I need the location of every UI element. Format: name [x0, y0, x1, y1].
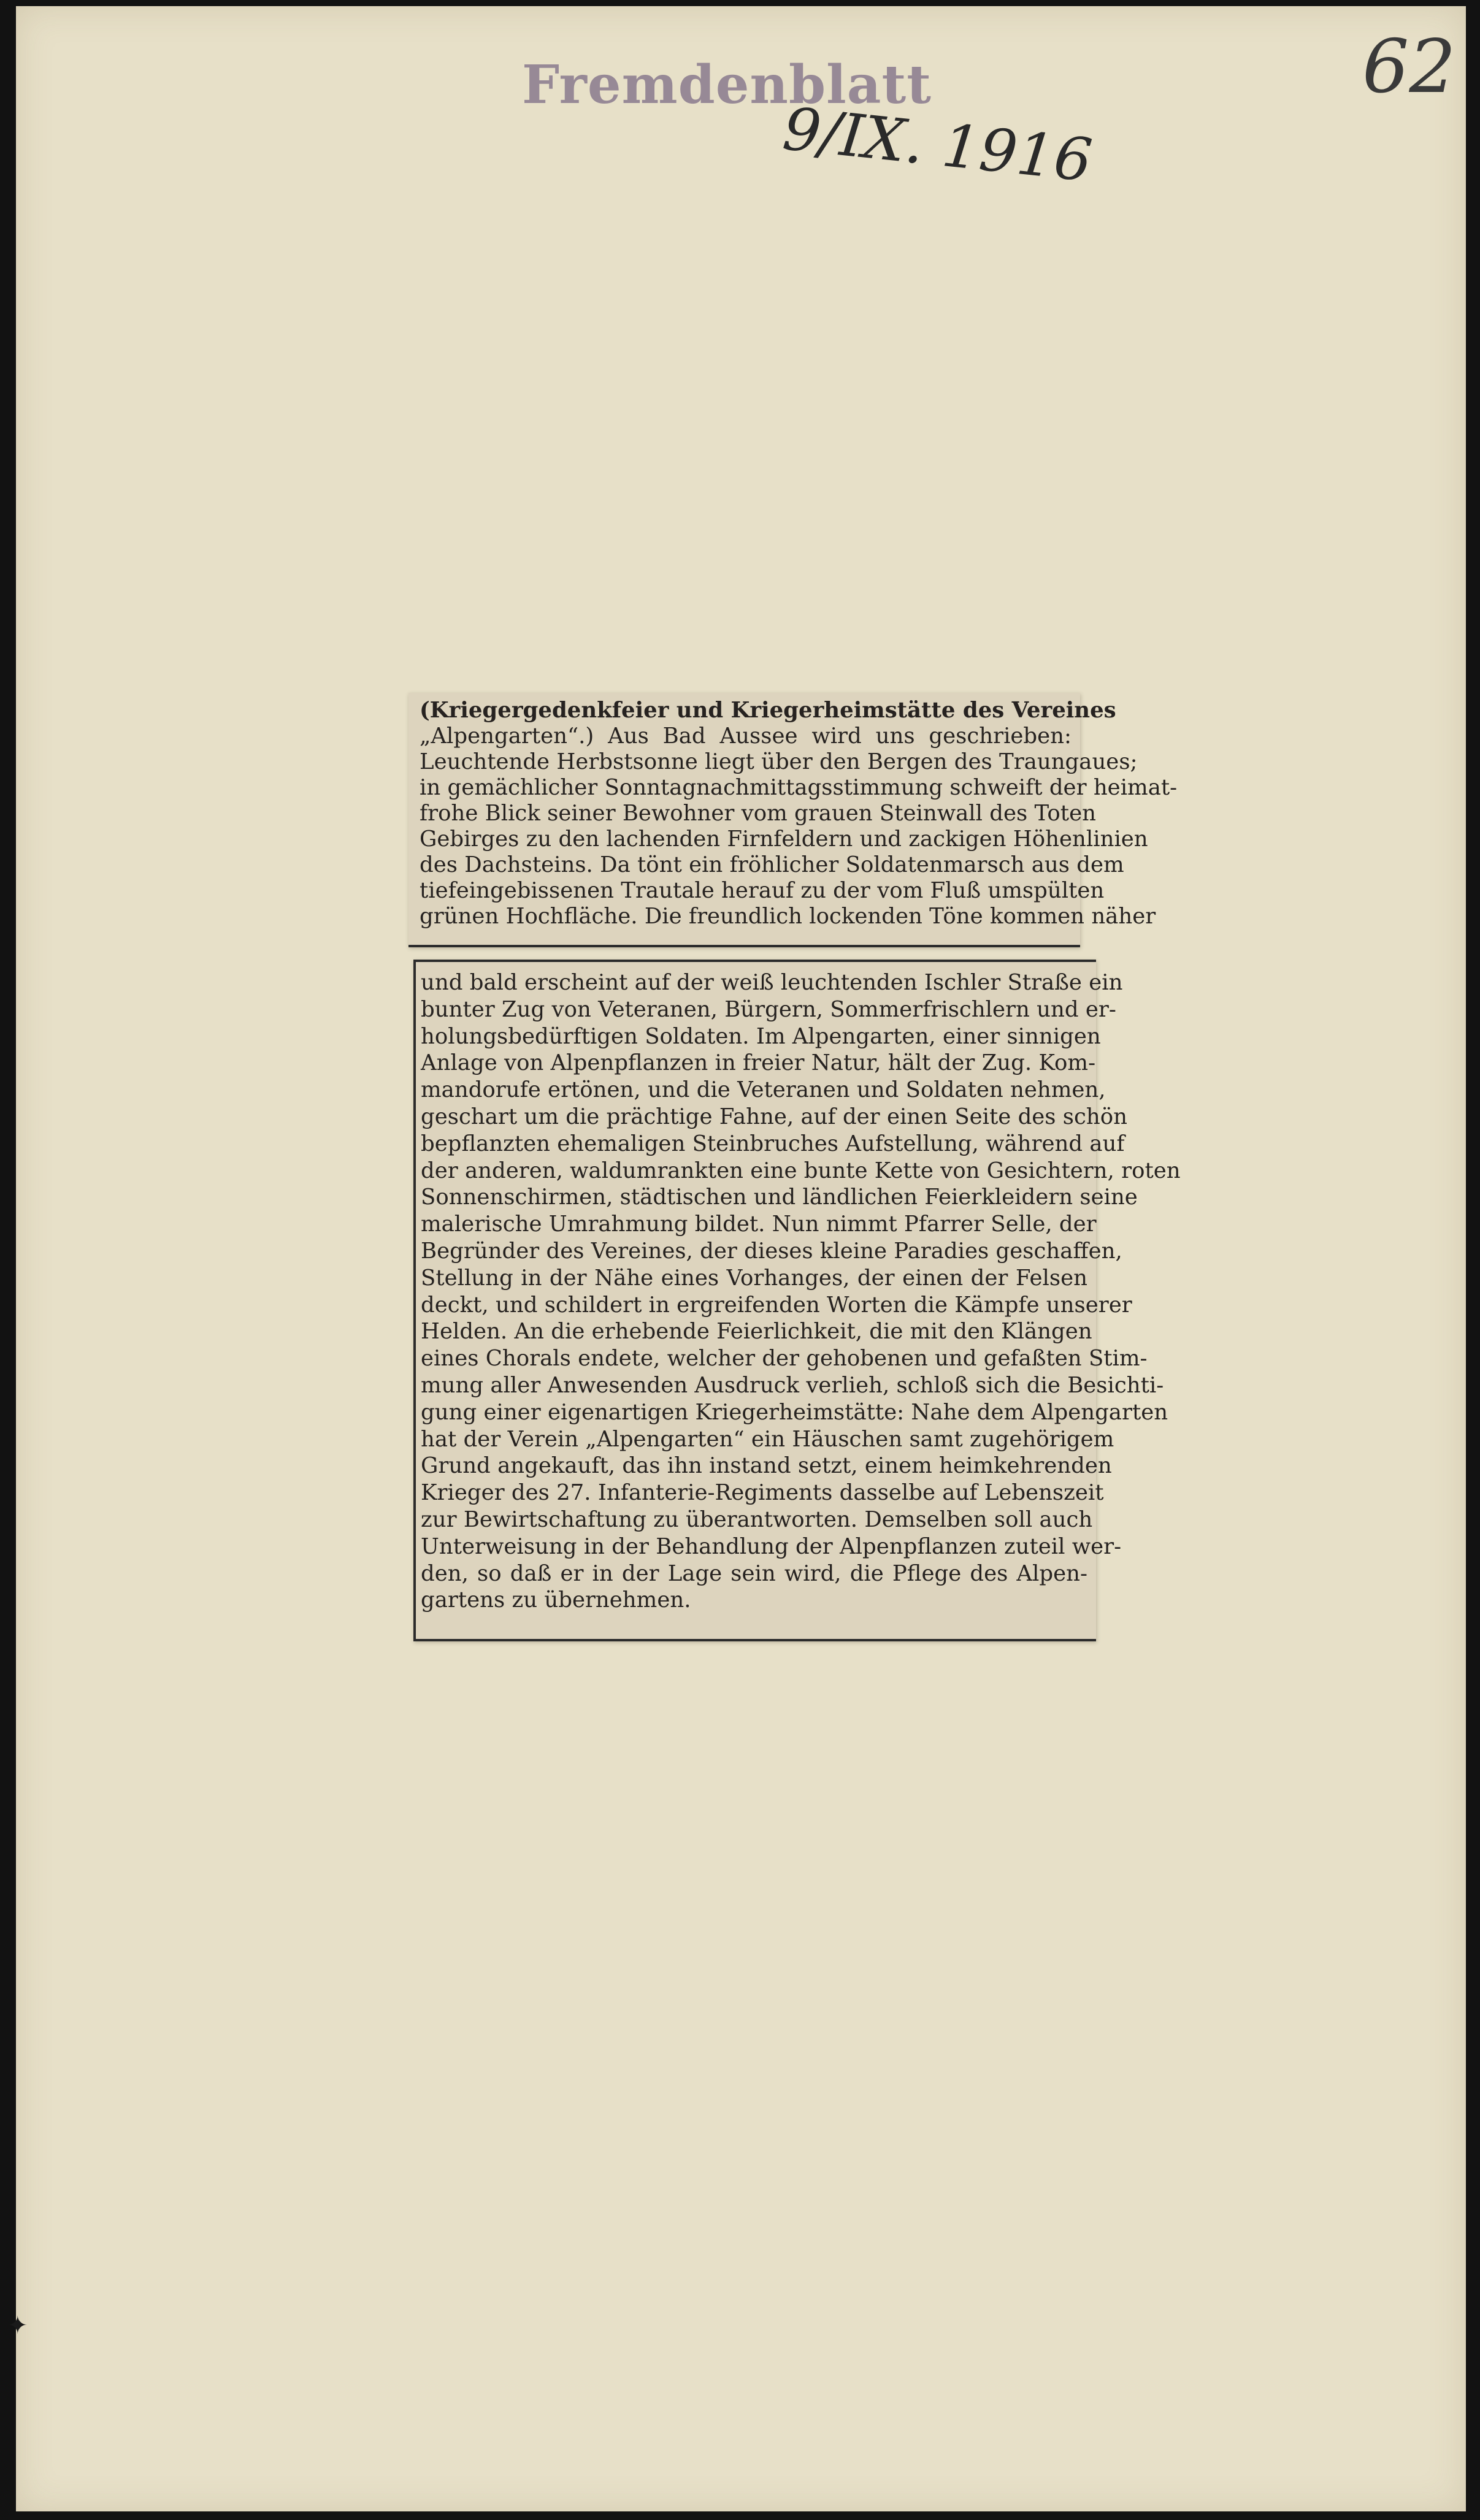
clipping-line: gung einer eigenartigen Kriegerheimstätte: Nahe dem Alpengarten — [421, 1399, 1168, 1425]
clipping-line: holungsbedürftigen Soldaten. Im Alpengarten, einer sinnigen — [421, 1023, 1101, 1049]
clipping-line: zur Bewirtschaftung zu überantworten. Demselben soll auch — [421, 1506, 1093, 1532]
clipping-line: bepflanzten ehemaligen Steinbruches Aufstellung, während auf — [421, 1131, 1125, 1156]
clipping-line: Gebirges zu den lachenden Firnfeldern und zackigen Höhenlinien — [420, 827, 1148, 852]
clipping-line: Unterweisung in der Behandlung der Alpenpflanzen zuteil wer- — [421, 1533, 1122, 1559]
binding-mark-icon: ✦ — [7, 2312, 28, 2340]
clipping-line: Stellung in der Nähe eines Vorhanges, der einen der Felsen — [421, 1265, 1087, 1291]
clipping-line: Sonnenschirmen, städtischen und ländlichen Feierkleidern seine — [421, 1185, 1138, 1210]
clipping-line: tiefeingebissenen Trautale herauf zu der vom Fluß umspülten — [420, 878, 1105, 903]
clipping-line: Helden. An die erhebende Feierlichkeit, die mit den Klängen — [421, 1319, 1092, 1345]
clipping-line: bunter Zug von Veteranen, Bürgern, Sommerfrischlern und er- — [421, 996, 1116, 1022]
clipping-line: und bald erscheint auf der weiß leuchtenden Ischler Straße ein — [421, 970, 1123, 995]
clipping-line: eines Chorals endete, welcher der gehobenen und gefaßten Stim- — [421, 1346, 1148, 1372]
clipping-line: hat der Verein „Alpengarten“ ein Häuschen samt zugehörigem — [421, 1426, 1114, 1452]
clipping-line: des Dachsteins. Da tönt ein fröhlicher Soldatenmarsch aus dem — [420, 852, 1124, 877]
handwritten-page-number: 62 — [1362, 25, 1456, 110]
clipping-line: den, so daß er in der Lage sein wird, die Pflege des Alpen- — [421, 1560, 1087, 1586]
handwritten-date: 9/IX. 1916 — [780, 94, 1095, 196]
clipping-line: geschart um die prächtige Fahne, auf der einen Seite des schön — [421, 1104, 1127, 1129]
clipping-line: Begründer des Vereines, der dieses kleine Paradies geschaffen, — [421, 1238, 1122, 1264]
clipping-line: Anlage von Alpenpflanzen in freier Natur, hält der Zug. Kom- — [421, 1050, 1096, 1076]
clipping-line: der anderen, waldumrankten eine bunte Kette von Gesichtern, roten — [421, 1158, 1181, 1183]
clipping-line: Grund angekauft, das ihn instand setzt, einem heimkehrenden — [421, 1453, 1112, 1479]
clipping-line: Krieger des 27. Infanterie-Regiments dasselbe auf Lebenszeit — [421, 1480, 1104, 1506]
clipping-line: mung aller Anwesenden Ausdruck verlieh, schloß sich die Besichti- — [421, 1372, 1164, 1398]
clipping-line: gartens zu übernehmen. — [421, 1587, 691, 1613]
newspaper-stamp: Fremdenblatt — [522, 54, 932, 116]
newspaper-clipping-bottom — [413, 960, 1181, 1641]
clipping-line: (Kriegergedenkfeier und Kriegerheimstätte des Vereines — [420, 698, 1116, 723]
newspaper-clipping-top — [408, 693, 1178, 947]
clipping-line: in gemächlicher Sonntagnachmittagsstimmung schweift der heimat- — [420, 775, 1178, 800]
clipping-line: frohe Blick seiner Bewohner vom grauen Steinwall des Toten — [420, 801, 1096, 826]
archive-sheet — [16, 6, 1466, 2511]
clipping-line: „Alpengarten“.) Aus Bad Aussee wird uns geschrieben: — [420, 724, 1072, 749]
clipping-line: malerische Umrahmung bildet. Nun nimmt Pfarrer Selle, der — [421, 1212, 1097, 1237]
clipping-line: Leuchtende Herbstsonne liegt über den Bergen des Traungaues; — [420, 749, 1138, 774]
clipping-line: deckt, und schildert in ergreifenden Worten die Kämpfe unserer — [421, 1292, 1132, 1318]
clipping-line: mandorufe ertönen, und die Veteranen und Soldaten nehmen, — [421, 1077, 1106, 1103]
clipping-line: grünen Hochfläche. Die freundlich lockenden Töne kommen näher — [420, 904, 1156, 929]
